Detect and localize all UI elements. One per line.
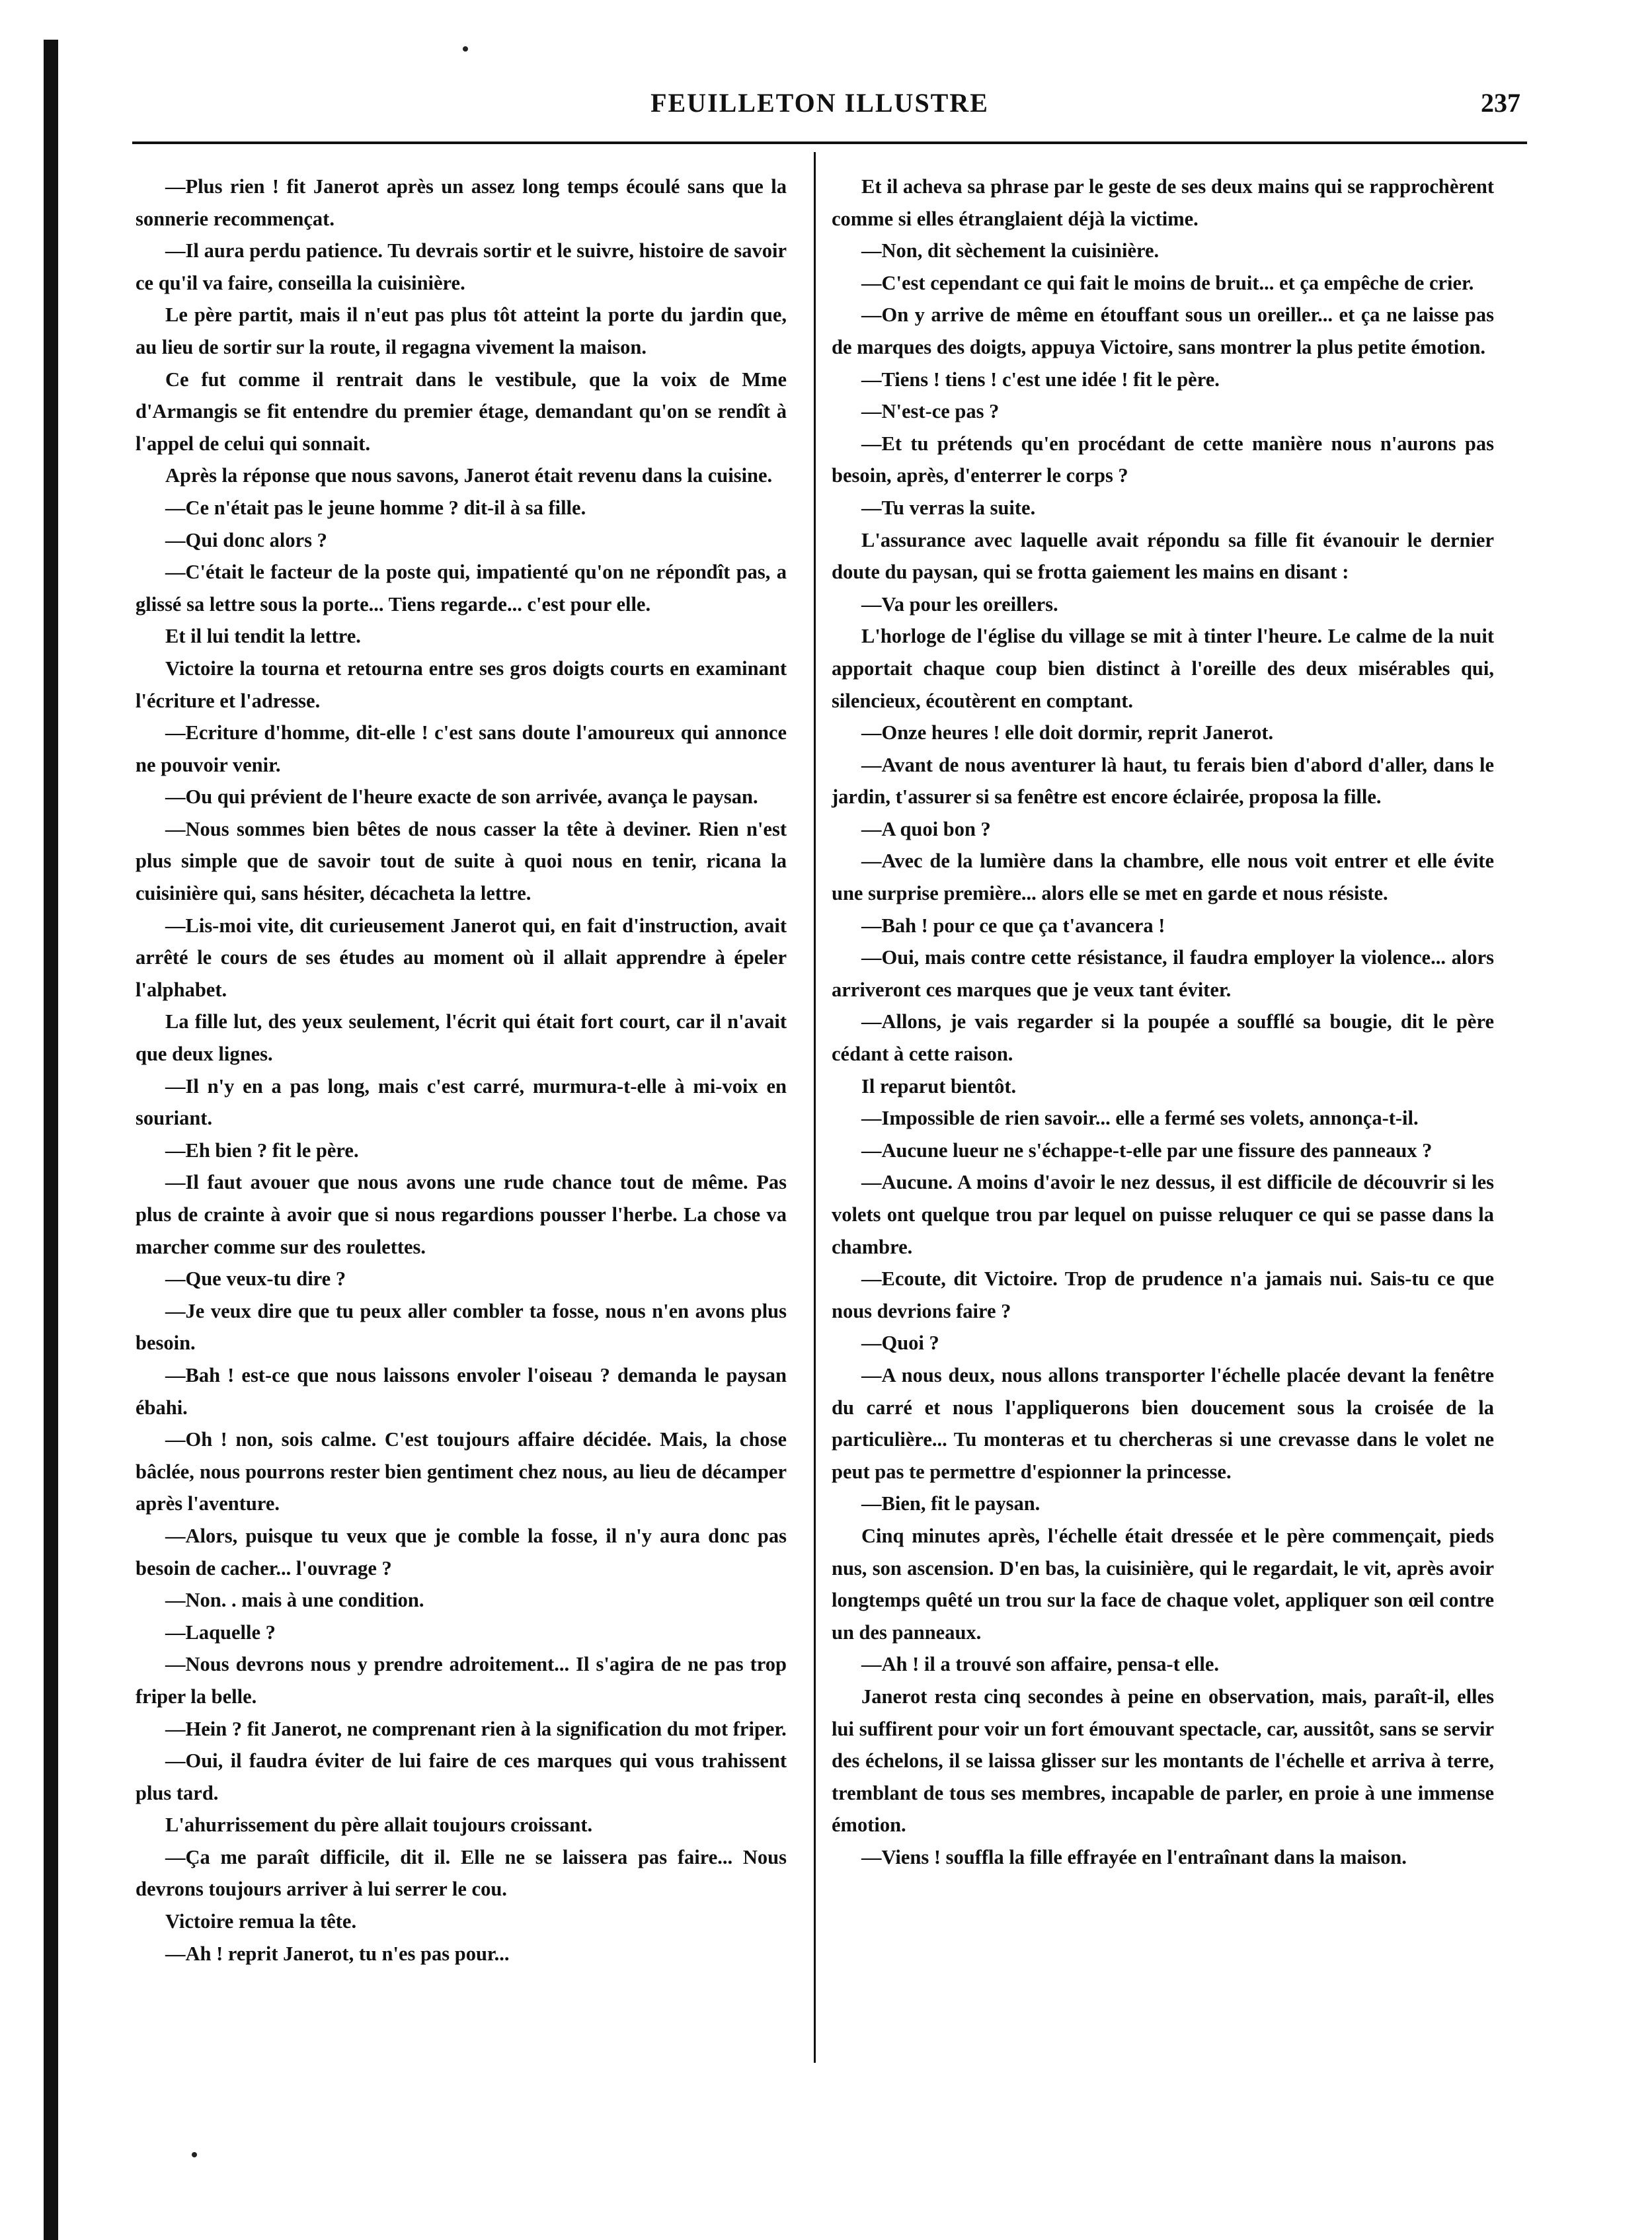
paragraph: —Non, dit sèchement la cuisinière. [861, 239, 1160, 262]
paragraph: —C'est cependant ce qui fait le moins de bruit... et ça empêche de crier. [861, 271, 1474, 294]
paragraph: —N'est-ce pas ? [861, 400, 1000, 423]
paragraph: —Ça me paraît difficile, dit il. Elle ne se laissera pas faire... Nous devrons toujours arriver à lui serrer le cou. [136, 1845, 787, 1901]
paragraph: —Plus rien ! fit Janerot après un assez long temps écoulé sans que la sonnerie recommençat. [136, 175, 787, 230]
running-title: FEUILLETON ILLUSTRE [650, 88, 989, 118]
paragraph: —Impossible de rien savoir... elle a fermé ses volets, annonça-t-il. [861, 1107, 1419, 1130]
paragraph: Ce fut comme il rentrait dans le vestibule, que la voix de Mme d'Armangis se fit entendre du premier étage, demandant qu'on se rendît à l'appel de celui qui sonnait. [136, 368, 787, 455]
left-column [136, 171, 787, 1970]
paragraph: —Tiens ! tiens ! c'est une idée ! fit le père. [861, 368, 1220, 391]
paragraph: Il reparut bientôt. [861, 1074, 1017, 1098]
paragraph: —Avec de la lumière dans la chambre, elle nous voit entrer et elle évite une surprise première... alors elle se met en garde et nous résiste. [832, 850, 1494, 905]
paragraph: —Onze heures ! elle doit dormir, reprit Janerot. [861, 721, 1274, 744]
paragraph: —Et tu prétends qu'en procédant de cette manière nous n'aurons pas besoin, après, d'enterrer le corps ? [832, 432, 1494, 487]
paragraph: —Oui, mais contre cette résistance, il faudra employer la violence... alors arriveront ces marques que je veux tant éviter. [832, 946, 1494, 1001]
paragraph: —Quoi ? [861, 1332, 939, 1355]
column-separator [814, 152, 816, 2063]
paragraph: Janerot resta cinq secondes à peine en observation, mais, paraît-il, elles lui suffirent pour voir un fort émouvant spectacle, car, aussitôt, sans se servir des échelons, il se laissa glisser sur les montants de l'échelle et arriva à terre, tremblant de tous ses membres, incapable de parler, en proie à une immense émotion. [832, 1685, 1494, 1837]
paragraph: —Il n'y en a pas long, mais c'est carré, murmura-t-elle à mi-voix en souriant. [136, 1074, 787, 1130]
paragraph: —A quoi bon ? [861, 817, 991, 840]
paragraph: —Ou qui prévient de l'heure exacte de son arrivée, avança le paysan. [165, 785, 758, 809]
paragraph: Après la réponse que nous savons, Janerot était revenu dans la cuisine. [165, 464, 773, 487]
paragraph: —Il aura perdu patience. Tu devrais sortir et le suivre, histoire de savoir ce qu'il va faire, conseilla la cuisinière. [136, 239, 787, 294]
paragraph: Victoire la tourna et retourna entre ses gros doigts courts en examinant l'écriture et l'adresse. [136, 657, 787, 712]
paragraph: —Nous devrons nous y prendre adroitement... Il s'agira de ne pas trop friper la belle. [136, 1653, 787, 1708]
paragraph: —Va pour les oreillers. [861, 592, 1058, 616]
paragraph: —Bah ! est-ce que nous laissons envoler l'oiseau ? demanda le paysan ébahi. [136, 1363, 787, 1419]
paragraph: Cinq minutes après, l'échelle était dressée et le père commençait, pieds nus, son ascension. D'en bas, la cuisinière, qui le regardait, le vit, après avoir longtemps quêté un trou sur la face de chaque volet, appliquer son œil contre un des panneaux. [832, 1524, 1494, 1644]
paragraph: —Non. . mais à une condition. [165, 1589, 424, 1612]
paragraph: —Tu verras la suite. [861, 496, 1036, 519]
paragraph: L'horloge de l'église du village se mit à tinter l'heure. Le calme de la nuit apportait chaque coup bien distinct à l'oreille des deux misérables qui, silencieux, écoutèrent en comptant. [832, 625, 1494, 712]
paragraph: —Il faut avouer que nous avons une rude chance tout de même. Pas plus de crainte à avoir que si nous regardions pousser l'herbe. La chose va marcher comme sur des roulettes. [136, 1171, 787, 1258]
paragraph: —Allons, je vais regarder si la poupée a soufflé sa bougie, dit le père cédant à cette raison. [832, 1010, 1494, 1066]
paragraph: —Ecriture d'homme, dit-elle ! c'est sans doute l'amoureux qui annonce ne pouvoir venir. [136, 721, 787, 776]
paragraph: —Eh bien ? fit le père. [165, 1139, 359, 1162]
paragraph: —Aucune. A moins d'avoir le nez dessus, il est difficile de découvrir si les volets ont quelque trou par lequel on puisse reluquer ce qui se passe dans la chambre. [832, 1171, 1494, 1258]
paragraph: —Que veux-tu dire ? [165, 1267, 346, 1291]
paragraph: —Laquelle ? [165, 1620, 276, 1644]
paragraph: L'assurance avec laquelle avait répondu sa fille fit évanouir le dernier doute du paysan, qui se frotta gaiement les mains en disant : [832, 528, 1494, 584]
paragraph: —Avant de nous aventurer là haut, tu ferais bien d'abord d'aller, dans le jardin, t'assurer si sa fenêtre est encore éclairée, proposa la fille. [832, 753, 1494, 809]
speck [463, 46, 468, 52]
paragraph: —Hein ? fit Janerot, ne comprenant rien à la signification du mot friper. [165, 1717, 787, 1740]
paragraph: —Viens ! souffla la fille effrayée en l'entraînant dans la maison. [861, 1845, 1407, 1868]
scan-binding-edge [44, 40, 58, 2240]
paragraph: —A nous deux, nous allons transporter l'échelle placée devant la fenêtre du carré et nous l'appliquerons bien doucement sous la croisée de la particulière... Tu monteras et tu chercheras si une crevasse dans le volet ne peut pas te permettre d'espionner la princesse. [832, 1363, 1494, 1483]
paragraph: —On y arrive de même en étouffant sous un oreiller... et ça ne laisse pas de marques des doigts, appuya Victoire, sans montrer la plus petite émotion. [832, 303, 1494, 358]
paragraph: Le père partit, mais il n'eut pas plus tôt atteint la porte du jardin que, au lieu de sortir sur la route, il regagna vivement la maison. [136, 303, 787, 358]
paragraph: —C'était le facteur de la poste qui, impatienté qu'on ne répondît pas, a glissé sa lettre sous la porte... Tiens regarde... c'est pour elle. [136, 561, 787, 616]
right-column [832, 171, 1494, 1873]
speck [192, 2152, 197, 2157]
paragraph: L'ahurrissement du père allait toujours croissant. [165, 1814, 593, 1837]
page-number: 237 [1481, 88, 1520, 118]
paragraph: —Bah ! pour ce que ça t'avancera ! [861, 914, 1165, 937]
paragraph: —Nous sommes bien bêtes de nous casser la tête à deviner. Rien n'est plus simple que de savoir tout de suite à quoi nous en tenir, ricana la cuisinière qui, sans hésiter, décacheta la lettre. [136, 817, 787, 905]
paragraph: —Oui, il faudra éviter de lui faire de ces marques qui vous trahissent plus tard. [136, 1749, 787, 1804]
page-header [119, 87, 1520, 127]
paragraph: —Alors, puisque tu veux que je comble la fosse, il n'y aura donc pas besoin de cacher... l'ouvrage ? [136, 1524, 787, 1580]
paragraph: —Lis-moi vite, dit curieusement Janerot qui, en fait d'instruction, avait arrêté le cours de ses études au moment où il allait apprendre à épeler l'alphabet. [136, 914, 787, 1001]
paragraph: —Aucune lueur ne s'échappe-t-elle par une fissure des panneaux ? [861, 1139, 1433, 1162]
paragraph: —Bien, fit le paysan. [861, 1492, 1041, 1515]
paragraph: Victoire remua la tête. [165, 1910, 357, 1933]
paragraph: La fille lut, des yeux seulement, l'écrit qui était fort court, car il n'avait que deux lignes. [136, 1010, 787, 1066]
paragraph: —Ah ! il a trouvé son affaire, pensa-t elle. [861, 1653, 1220, 1676]
paragraph: —Je veux dire que tu peux aller combler ta fosse, nous n'en avons plus besoin. [136, 1299, 787, 1355]
header-rule [132, 141, 1527, 144]
paragraph: —Oh ! non, sois calme. C'est toujours affaire décidée. Mais, la chose bâclée, nous pourrons rester bien gentiment chez nous, au lieu de décamper après l'aventure. [136, 1428, 787, 1515]
paragraph: Et il acheva sa phrase par le geste de ses deux mains qui se rapprochèrent comme si elles étranglaient déjà la victime. [832, 175, 1494, 230]
paragraph: —Ecoute, dit Victoire. Trop de prudence n'a jamais nui. Sais-tu ce que nous devrions faire ? [832, 1267, 1494, 1322]
paragraph: —Ah ! reprit Janerot, tu n'es pas pour... [165, 1942, 510, 1965]
paragraph: —Ce n'était pas le jeune homme ? dit-il à sa fille. [165, 496, 586, 519]
paragraph: Et il lui tendit la lettre. [165, 625, 361, 648]
paragraph: —Qui donc alors ? [165, 528, 327, 551]
